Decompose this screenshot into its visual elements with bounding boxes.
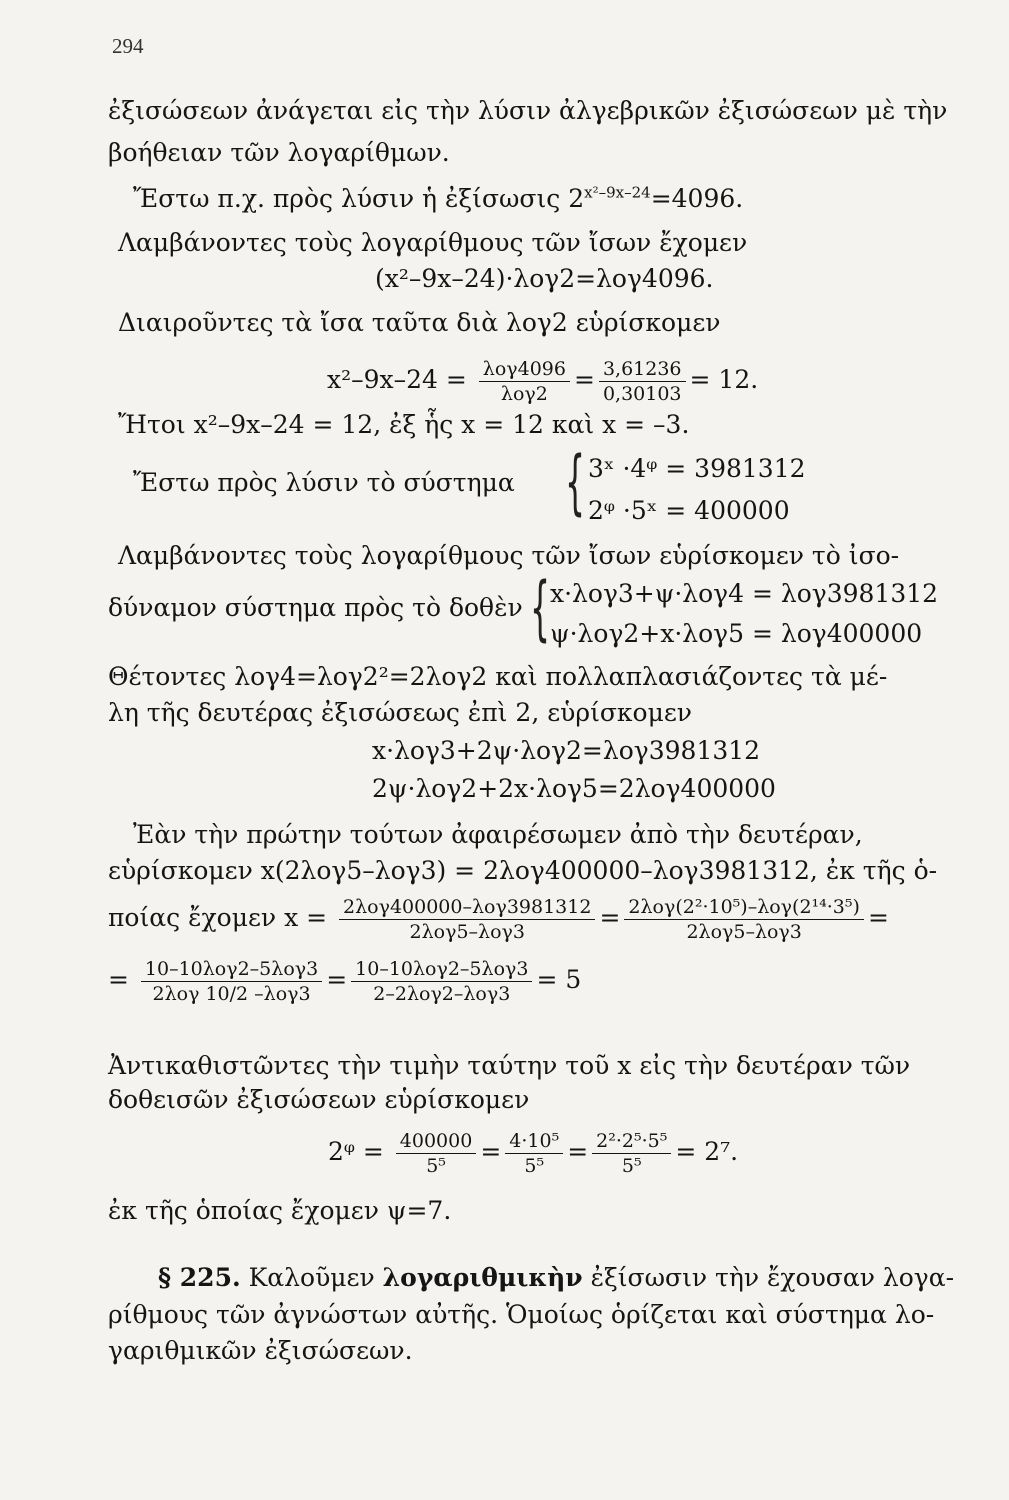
system-equation: 3ˣ ·4ᵠ = 3981312 [588,454,806,483]
text-line: δύναμον σύστημα πρὸς τὸ δοθὲν [108,593,523,622]
text-line: Λαμβάνοντες τοὺς λογαρίθμους τῶν ἴσων ἔχομεν [118,228,748,257]
system-equation: 2ᵠ ·5ˣ = 400000 [588,496,790,525]
text-segment: ποίας ἔχομεν x = [108,903,328,932]
denominator: 2–2λογ2–λογ3 [373,983,511,1005]
text-segment: ἐξίσωσιν τὴν ἔχουσαν λογα- [582,1263,955,1292]
numerator: 2λογ400000–λογ3981312 [339,896,595,920]
denominator: 0,30103 [602,383,682,405]
numerator: 10–10λογ2–5λογ3 [141,958,322,982]
text-segment: Καλοῦμεν [240,1263,383,1292]
fraction [396,1130,477,1177]
text-line: ρίθμους τῶν ἀγνώστων αὐτῆς. Ὁμοίως ὁρίζεται καὶ σύστημα λο- [108,1300,935,1329]
text-line: ἐκ τῆς ὁποίας ἔχομεν ψ=7. [108,1196,452,1225]
equation-line [133,184,743,214]
fraction [505,1130,563,1177]
denominator: 5⁵ [524,1155,545,1177]
exponent: x²–9x–24 [584,183,651,202]
text-line: Ἤτοι x²–9x–24 = 12, ἐξ ἧς x = 12 καὶ x = –3. [118,410,690,439]
brace-icon: { [530,567,551,649]
text-line: εὑρίσκομεν x(2λογ5–λογ3) = 2λογ400000–λογ3981312, ἐκ τῆς ὁ- [108,856,938,885]
text-segment: = [480,1137,502,1166]
denominator: 2λογ5–λογ3 [409,921,525,943]
text-segment: Ἔστω π.χ. πρὸς λύσιν ἡ ἐξίσωσις 2 [133,184,585,213]
text-line: ἐξισώσεων ἀνάγεται εἰς τὴν λύσιν ἀλγεβρικῶν ἐξισώσεων μὲ τὴν [108,96,948,125]
denominator: 5⁵ [426,1155,446,1177]
denominator: 2λογ 10/2 –λογ3 [152,983,311,1005]
text-segment: = [574,365,595,394]
text-segment: = 12. [689,365,759,394]
numerator: 2²·2⁵·5⁵ [592,1130,671,1154]
equation-line [108,950,581,1010]
text-segment: = 2⁷. [675,1137,739,1166]
numerator: λογ4096 [479,358,570,382]
text-line: δοθεισῶν ἐξισώσεων εὑρίσκομεν [108,1085,530,1114]
text-segment: = [108,965,129,994]
text-line: Ἀντικαθιστῶντες τὴν τιμὴν ταύτην τοῦ x εἰς τὴν δευτέραν τῶν [108,1051,911,1080]
numerator: 2λογ(2²·10⁵)–λογ(2¹⁴·3⁵) [624,896,864,920]
denominator: 2λογ5–λογ3 [686,921,802,943]
text-line: γαριθμικῶν ἐξισώσεων. [108,1336,413,1365]
system-equation: ψ·λογ2+x·λογ5 = λογ400000 [550,619,923,648]
fraction [339,896,595,943]
text-line: Ἔστω πρὸς λύσιν τὸ σύστημα [133,468,515,497]
text-segment: 2ᵠ = [328,1137,384,1166]
equation-line [328,1124,738,1180]
fraction [141,958,322,1005]
brace-icon: { [565,441,586,523]
fraction [351,958,532,1005]
text-segment: = [567,1137,589,1166]
fraction [479,358,570,405]
equation-line: x·λογ3+2ψ·λογ2=λογ3981312 [372,736,761,765]
text-segment: = [867,903,889,932]
text-segment: = [599,903,621,932]
text-line: Διαιροῦντες τὰ ἴσα ταῦτα διὰ λογ2 εὑρίσκομεν [118,308,721,337]
equation-line: (x²–9x–24)·λογ2=λογ4096. [375,264,714,293]
text-line: Θέτοντες λογ4=λογ2²=2λογ2 καὶ πολλαπλασιάζοντες τὰ μέ- [108,662,888,691]
system-equation: x·λογ3+ψ·λογ4 = λογ3981312 [550,579,939,608]
numerator: 400000 [396,1130,477,1154]
text-segment: = [326,965,348,994]
page-number: 294 [112,34,144,58]
text-segment: = 5 [536,965,582,994]
section-number: § 225. [158,1263,241,1292]
equation-line [108,890,889,946]
fraction [624,896,864,943]
defined-term: λογαριθμικὴν [382,1263,583,1292]
text-line: βοήθειαν τῶν λογαρίθμων. [108,138,450,167]
denominator: 5⁵ [621,1155,642,1177]
fraction [599,358,686,405]
numerator: 3,61236 [599,358,686,382]
text-segment: x²–9x–24 = [327,365,467,394]
equation-line: 2ψ·λογ2+2x·λογ5=2λογ400000 [372,774,776,803]
numerator: 10–10λογ2–5λογ3 [351,958,532,982]
text-line: Ἐὰν τὴν πρώτην τούτων ἀφαιρέσωμεν ἀπὸ τὴν δευτέραν, [133,820,863,849]
numerator: 4·10⁵ [505,1130,563,1154]
text-line: Λαμβάνοντες τοὺς λογαρίθμους τῶν ἴσων εὑρίσκομεν τὸ ἰσο- [118,541,900,570]
text-line: λη τῆς δευτέρας ἐξισώσεως ἐπὶ 2, εὑρίσκομεν [108,698,693,727]
text-segment: =4096. [650,184,744,213]
section-paragraph-line [158,1263,954,1293]
denominator: λογ2 [500,383,548,405]
equation-line [327,352,758,408]
fraction [592,1130,671,1177]
